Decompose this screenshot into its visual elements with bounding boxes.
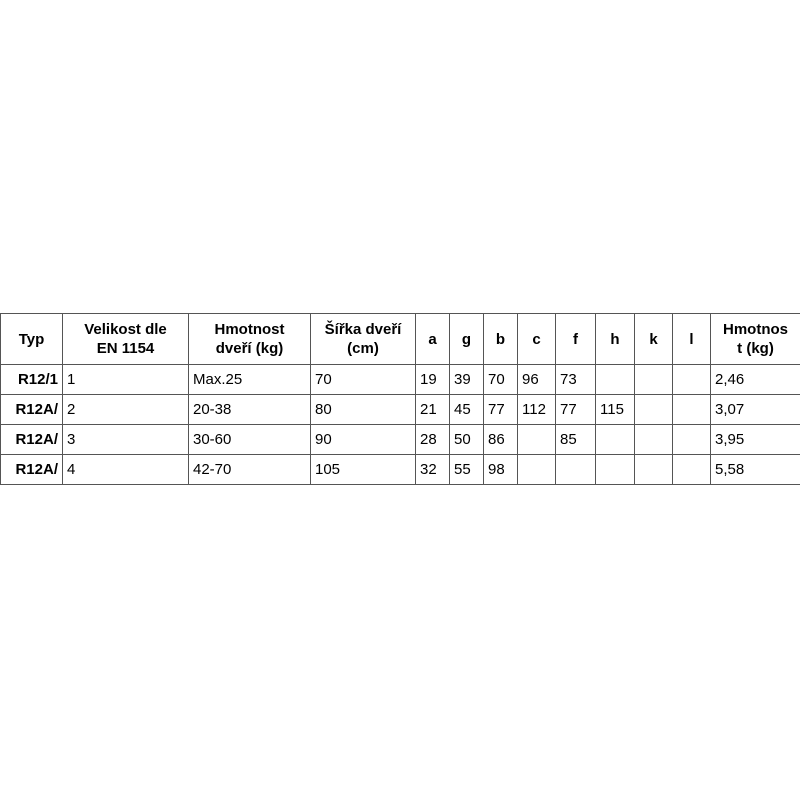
cell-c [518, 455, 556, 485]
cell-sirka-dveri: 70 [311, 365, 416, 395]
cell-h [596, 455, 635, 485]
cell-b: 70 [484, 365, 518, 395]
header-velikost-line: EN 1154 [96, 340, 155, 357]
cell-l [673, 425, 711, 455]
header-f [556, 314, 596, 365]
cell-f [556, 455, 596, 485]
cell-b: 86 [484, 425, 518, 455]
header-sirka-dveri-line: Šířka dveří [324, 321, 402, 338]
cell-hmotnost-dveri: 30-60 [189, 425, 311, 455]
header-hmotnost-dveri-line: dveří (kg) [215, 340, 284, 357]
header-velikost-line: Velikost dle [84, 321, 167, 338]
header-k-line: k [649, 330, 658, 348]
cell-h [596, 425, 635, 455]
spec-table [0, 313, 800, 485]
cell-h: 115 [596, 395, 635, 425]
header-h [596, 314, 635, 365]
header-hmotnost [711, 314, 800, 365]
header-h-line: h [610, 330, 620, 348]
header-l-line: l [689, 330, 694, 348]
header-hmotnost-line: Hmotnos [723, 321, 788, 338]
header-hmotnost-dveri [189, 314, 311, 365]
cell-k [635, 455, 673, 485]
cell-velikost: 2 [63, 395, 189, 425]
cell-sirka-dveri: 90 [311, 425, 416, 455]
cell-g: 39 [450, 365, 484, 395]
header-g-line: g [461, 330, 472, 348]
cell-f: 85 [556, 425, 596, 455]
cell-hmotnost-dveri: 20-38 [189, 395, 311, 425]
header-sirka-dveri [311, 314, 416, 365]
table-body [1, 365, 800, 485]
header-b-line: b [495, 330, 506, 348]
cell-b: 77 [484, 395, 518, 425]
cell-l [673, 365, 711, 395]
header-row [1, 314, 800, 365]
cell-g: 55 [450, 455, 484, 485]
cell-b: 98 [484, 455, 518, 485]
cell-hmotnost-dveri: Max.25 [189, 365, 311, 395]
cell-f: 77 [556, 395, 596, 425]
cell-k [635, 425, 673, 455]
header-k [635, 314, 673, 365]
cell-velikost: 1 [63, 365, 189, 395]
header-f-line: f [573, 330, 578, 348]
cell-hmotnost: 3,07 [711, 395, 800, 425]
header-hmotnost-dveri-line: Hmotnost [214, 321, 285, 338]
header-a-line: a [428, 330, 437, 348]
cell-velikost: 4 [63, 455, 189, 485]
cell-k [635, 365, 673, 395]
cell-velikost: 3 [63, 425, 189, 455]
header-a [416, 314, 450, 365]
cell-l [673, 395, 711, 425]
cell-l [673, 455, 711, 485]
cell-c [518, 425, 556, 455]
cell-c: 96 [518, 365, 556, 395]
table-row [1, 455, 800, 485]
cell-sirka-dveri: 105 [311, 455, 416, 485]
cell-sirka-dveri: 80 [311, 395, 416, 425]
header-hmotnost-line: t (kg) [737, 340, 774, 357]
cell-a: 32 [416, 455, 450, 485]
cell-hmotnost: 2,46 [711, 365, 800, 395]
header-g [450, 314, 484, 365]
cell-hmotnost: 5,58 [711, 455, 800, 485]
cell-a: 21 [416, 395, 450, 425]
cell-g: 50 [450, 425, 484, 455]
header-sirka-dveri-line: (cm) [347, 340, 379, 357]
cell-a: 28 [416, 425, 450, 455]
cell-h [596, 365, 635, 395]
cell-g: 45 [450, 395, 484, 425]
table-row [1, 425, 800, 455]
header-c-line: c [532, 330, 541, 348]
header-l [673, 314, 711, 365]
cell-hmotnost: 3,95 [711, 425, 800, 455]
cell-c: 112 [518, 395, 556, 425]
header-typ-line: Typ [18, 330, 45, 348]
cell-typ: R12A/ [1, 455, 63, 485]
cell-a: 19 [416, 365, 450, 395]
cell-f: 73 [556, 365, 596, 395]
cell-typ: R12A/ [1, 395, 63, 425]
table-row [1, 365, 800, 395]
cell-hmotnost-dveri: 42-70 [189, 455, 311, 485]
cell-typ: R12A/ [1, 425, 63, 455]
cell-typ: R12/1 [1, 365, 63, 395]
table-row [1, 395, 800, 425]
header-typ [1, 314, 63, 365]
header-c [518, 314, 556, 365]
header-b [484, 314, 518, 365]
header-velikost [63, 314, 189, 365]
cell-k [635, 395, 673, 425]
